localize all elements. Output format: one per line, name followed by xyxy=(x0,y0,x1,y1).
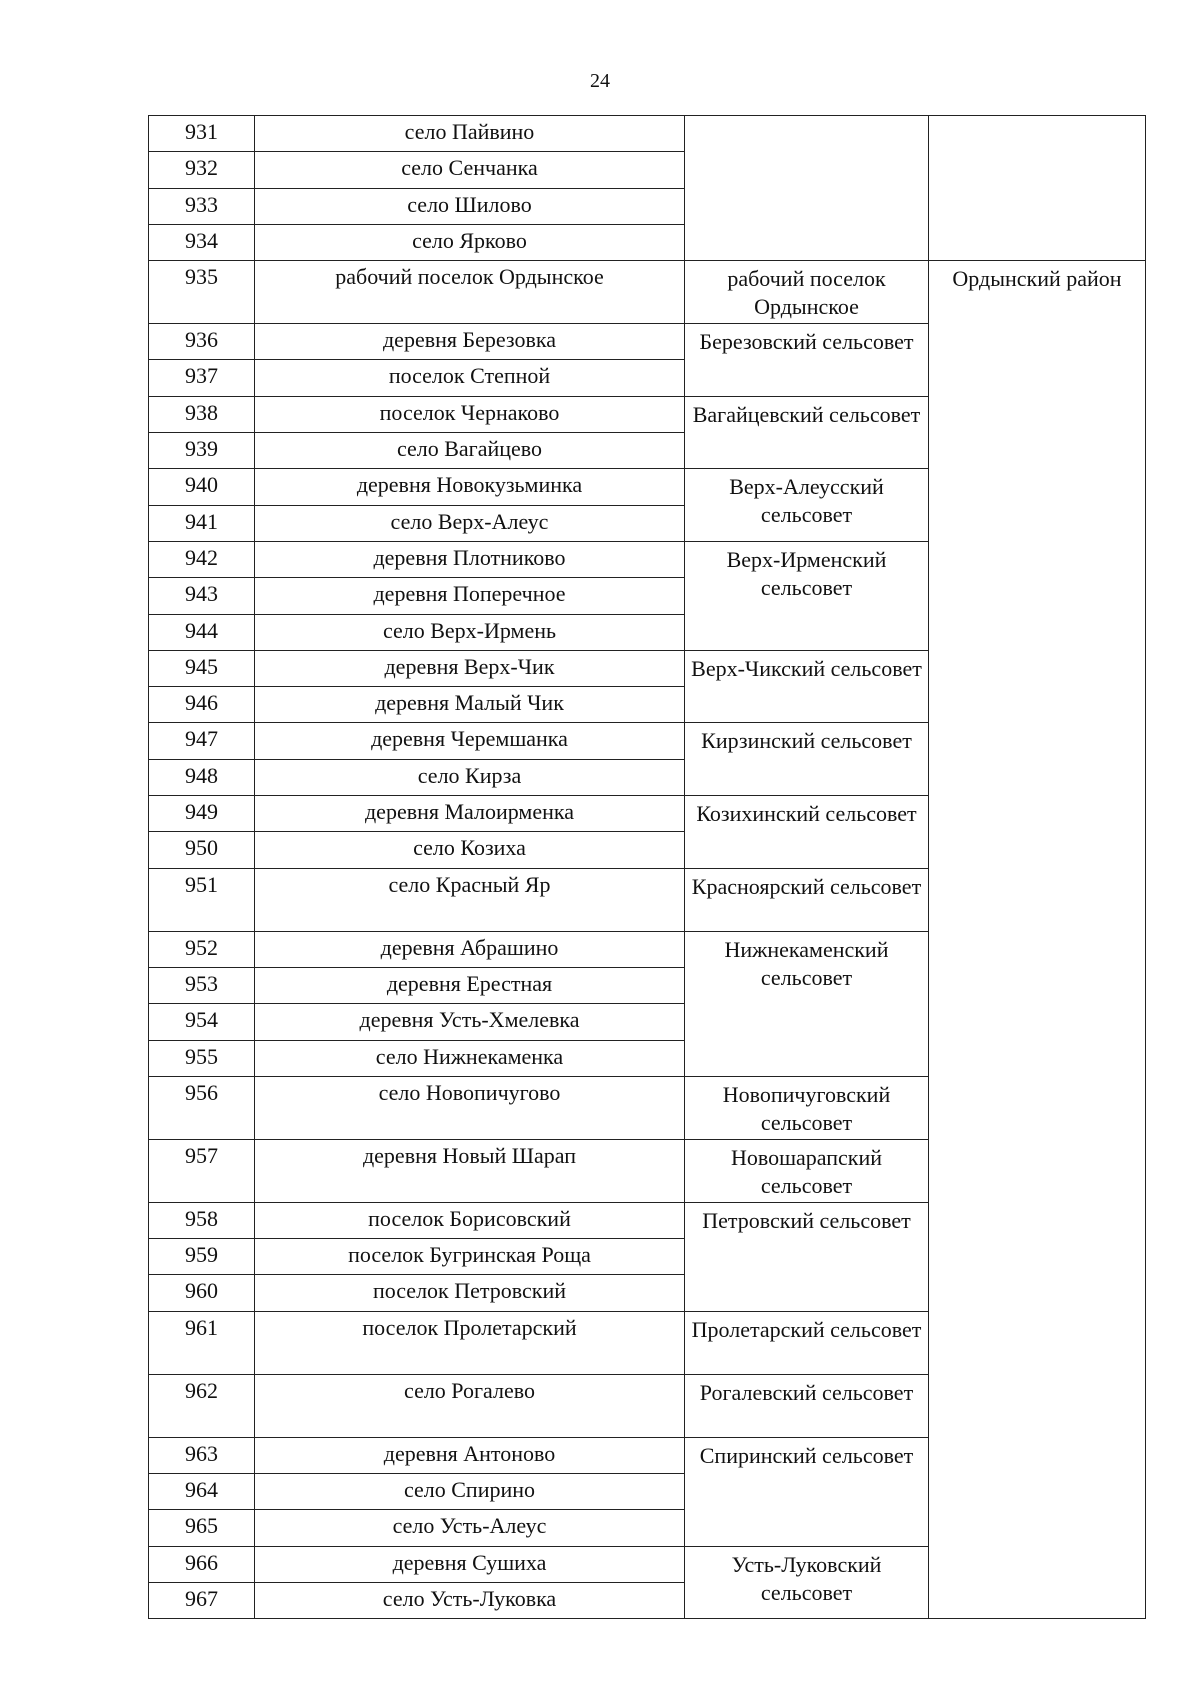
settlement-name: село Вагайцево xyxy=(255,433,685,469)
settlement-name: село Новопичугово xyxy=(255,1076,685,1139)
settlements-table xyxy=(148,115,1146,1619)
settlement-name: поселок Борисовский xyxy=(255,1202,685,1238)
municipality-cell: Спиринский сельсовет xyxy=(685,1437,929,1546)
table-row xyxy=(149,261,1146,324)
settlement-name: деревня Березовка xyxy=(255,324,685,360)
row-number: 951 xyxy=(149,868,255,931)
settlement-name: село Усть-Алеус xyxy=(255,1510,685,1546)
row-number: 950 xyxy=(149,832,255,868)
row-number: 941 xyxy=(149,505,255,541)
row-number: 942 xyxy=(149,541,255,577)
municipality-cell: Рогалевский сельсовет xyxy=(685,1374,929,1437)
municipality-cell: Пролетарский сельсовет xyxy=(685,1311,929,1374)
row-number: 958 xyxy=(149,1202,255,1238)
settlement-name: село Сенчанка xyxy=(255,152,685,188)
settlement-name: деревня Ерестная xyxy=(255,967,685,1003)
municipality-cell: Верх-Чикский сельсовет xyxy=(685,650,929,723)
page-number: 24 xyxy=(590,70,610,92)
row-number: 955 xyxy=(149,1040,255,1076)
settlement-name: село Верх-Ирмень xyxy=(255,614,685,650)
settlement-name: село Нижнекаменка xyxy=(255,1040,685,1076)
municipality-cell: Кирзинский сельсовет xyxy=(685,723,929,796)
row-number: 932 xyxy=(149,152,255,188)
row-number: 965 xyxy=(149,1510,255,1546)
settlement-name: деревня Антоново xyxy=(255,1437,685,1473)
row-number: 931 xyxy=(149,116,255,152)
row-number: 966 xyxy=(149,1546,255,1582)
row-number: 939 xyxy=(149,433,255,469)
row-number: 961 xyxy=(149,1311,255,1374)
municipality-cell: Новопичуговский сельсовет xyxy=(685,1076,929,1139)
settlement-name: поселок Петровский xyxy=(255,1275,685,1311)
row-number: 934 xyxy=(149,224,255,260)
settlement-name: село Пайвино xyxy=(255,116,685,152)
settlement-name: село Кирза xyxy=(255,759,685,795)
row-number: 953 xyxy=(149,967,255,1003)
settlement-name: деревня Усть-Хмелевка xyxy=(255,1004,685,1040)
row-number: 952 xyxy=(149,931,255,967)
municipality-cell: рабочий поселок Ордынское xyxy=(685,261,929,324)
row-number: 938 xyxy=(149,396,255,432)
row-number: 940 xyxy=(149,469,255,505)
row-number: 946 xyxy=(149,687,255,723)
settlement-name: село Красный Яр xyxy=(255,868,685,931)
municipality-cell: Верх-Алеусский сельсовет xyxy=(685,469,929,542)
settlement-name: деревня Черемшанка xyxy=(255,723,685,759)
settlement-name: деревня Абрашино xyxy=(255,931,685,967)
row-number: 945 xyxy=(149,650,255,686)
row-number: 948 xyxy=(149,759,255,795)
settlement-name: село Спирино xyxy=(255,1474,685,1510)
settlement-name: деревня Верх-Чик xyxy=(255,650,685,686)
district-cell xyxy=(929,116,1146,261)
settlement-name: деревня Малый Чик xyxy=(255,687,685,723)
settlement-name: поселок Бугринская Роща xyxy=(255,1239,685,1275)
row-number: 954 xyxy=(149,1004,255,1040)
settlement-name: поселок Чернаково xyxy=(255,396,685,432)
municipality-cell: Козихинский сельсовет xyxy=(685,796,929,869)
row-number: 956 xyxy=(149,1076,255,1139)
settlement-name: деревня Новый Шарап xyxy=(255,1139,685,1202)
municipality-cell xyxy=(685,116,929,261)
municipality-cell: Верх-Ирменский сельсовет xyxy=(685,541,929,650)
row-number: 935 xyxy=(149,261,255,324)
settlement-name: рабочий поселок Ордынское xyxy=(255,261,685,324)
settlement-name: село Рогалево xyxy=(255,1374,685,1437)
settlement-name: село Верх-Алеус xyxy=(255,505,685,541)
row-number: 967 xyxy=(149,1582,255,1618)
row-number: 933 xyxy=(149,188,255,224)
settlement-name: село Усть-Луковка xyxy=(255,1582,685,1618)
settlement-name: село Шилово xyxy=(255,188,685,224)
municipality-cell: Нижнекаменский сельсовет xyxy=(685,931,929,1076)
district-cell: Ордынский район xyxy=(929,261,1146,1619)
settlement-name: деревня Поперечное xyxy=(255,578,685,614)
settlement-name: деревня Малоирменка xyxy=(255,796,685,832)
settlement-name: поселок Степной xyxy=(255,360,685,396)
settlement-name: деревня Плотниково xyxy=(255,541,685,577)
row-number: 937 xyxy=(149,360,255,396)
row-number: 962 xyxy=(149,1374,255,1437)
row-number: 959 xyxy=(149,1239,255,1275)
row-number: 936 xyxy=(149,324,255,360)
row-number: 957 xyxy=(149,1139,255,1202)
table-row xyxy=(149,116,1146,152)
row-number: 944 xyxy=(149,614,255,650)
row-number: 964 xyxy=(149,1474,255,1510)
municipality-cell: Петровский сельсовет xyxy=(685,1202,929,1311)
municipality-cell: Усть-Луковский сельсовет xyxy=(685,1546,929,1619)
settlement-name: поселок Пролетарский xyxy=(255,1311,685,1374)
settlement-name: деревня Новокузьминка xyxy=(255,469,685,505)
row-number: 960 xyxy=(149,1275,255,1311)
municipality-cell: Вагайцевский сельсовет xyxy=(685,396,929,469)
municipality-cell: Березовский сельсовет xyxy=(685,324,929,397)
municipality-cell: Красноярский сельсовет xyxy=(685,868,929,931)
row-number: 943 xyxy=(149,578,255,614)
settlement-name: деревня Сушиха xyxy=(255,1546,685,1582)
row-number: 949 xyxy=(149,796,255,832)
settlement-name: село Ярково xyxy=(255,224,685,260)
row-number: 963 xyxy=(149,1437,255,1473)
settlement-name: село Козиха xyxy=(255,832,685,868)
row-number: 947 xyxy=(149,723,255,759)
municipality-cell: Новошарапский сельсовет xyxy=(685,1139,929,1202)
